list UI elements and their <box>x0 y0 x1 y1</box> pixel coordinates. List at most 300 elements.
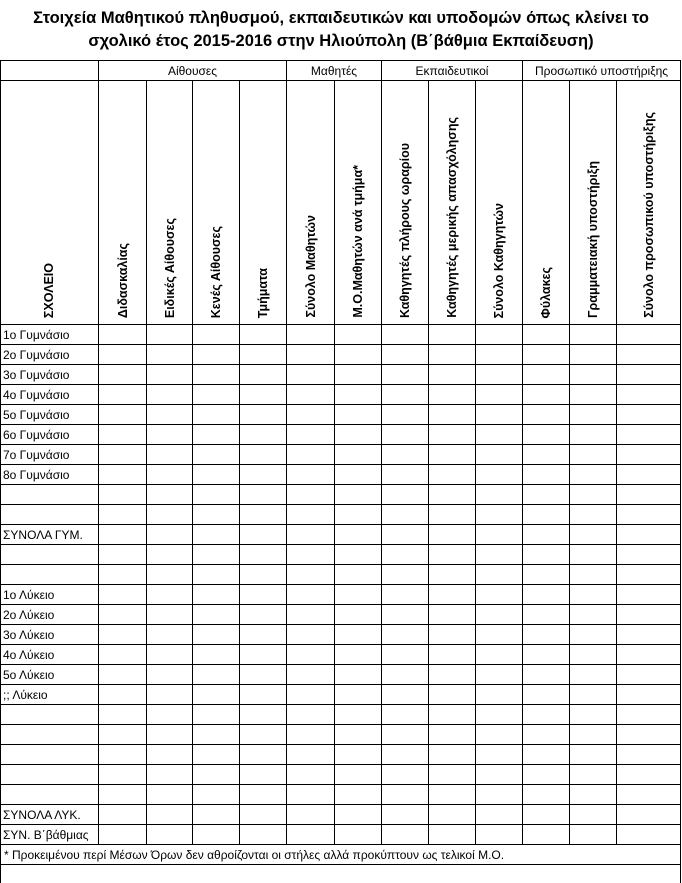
data-cell[interactable] <box>193 785 240 805</box>
data-cell[interactable] <box>476 465 523 485</box>
data-cell[interactable] <box>429 585 476 605</box>
data-cell[interactable] <box>617 765 681 785</box>
data-cell[interactable] <box>382 825 429 845</box>
data-cell[interactable] <box>287 345 335 365</box>
data-cell[interactable] <box>382 405 429 425</box>
data-cell[interactable] <box>99 605 147 625</box>
data-cell[interactable] <box>147 545 193 565</box>
data-cell[interactable] <box>335 545 382 565</box>
data-cell[interactable] <box>523 525 570 545</box>
data-cell[interactable] <box>617 825 681 845</box>
data-cell[interactable] <box>476 565 523 585</box>
data-cell[interactable] <box>335 725 382 745</box>
data-cell[interactable] <box>617 785 681 805</box>
data-cell[interactable] <box>193 765 240 785</box>
data-cell[interactable] <box>335 425 382 445</box>
data-cell[interactable] <box>287 745 335 765</box>
data-cell[interactable] <box>193 605 240 625</box>
data-cell[interactable] <box>570 725 617 745</box>
data-cell[interactable] <box>240 685 287 705</box>
data-cell[interactable] <box>240 745 287 765</box>
data-cell[interactable] <box>523 765 570 785</box>
data-cell[interactable] <box>335 605 382 625</box>
data-cell[interactable] <box>193 705 240 725</box>
data-cell[interactable] <box>287 365 335 385</box>
data-cell[interactable] <box>523 685 570 705</box>
data-cell[interactable] <box>99 765 147 785</box>
data-cell[interactable] <box>335 825 382 845</box>
data-cell[interactable] <box>382 645 429 665</box>
data-cell[interactable] <box>382 485 429 505</box>
data-cell[interactable] <box>287 445 335 465</box>
data-cell[interactable] <box>99 545 147 565</box>
data-cell[interactable] <box>476 385 523 405</box>
data-cell[interactable] <box>193 805 240 825</box>
data-cell[interactable] <box>193 505 240 525</box>
data-cell[interactable] <box>382 685 429 705</box>
data-cell[interactable] <box>287 765 335 785</box>
data-cell[interactable] <box>335 645 382 665</box>
data-cell[interactable] <box>429 605 476 625</box>
data-cell[interactable] <box>335 665 382 685</box>
data-cell[interactable] <box>193 465 240 485</box>
data-cell[interactable] <box>240 465 287 485</box>
data-cell[interactable] <box>382 425 429 445</box>
data-cell[interactable] <box>99 705 147 725</box>
data-cell[interactable] <box>335 485 382 505</box>
data-cell[interactable] <box>523 665 570 685</box>
data-cell[interactable] <box>476 325 523 345</box>
data-cell[interactable] <box>570 565 617 585</box>
data-cell[interactable] <box>335 505 382 525</box>
data-cell[interactable] <box>570 505 617 525</box>
data-cell[interactable] <box>570 805 617 825</box>
data-cell[interactable] <box>287 505 335 525</box>
data-cell[interactable] <box>617 725 681 745</box>
data-cell[interactable] <box>240 525 287 545</box>
data-cell[interactable] <box>335 405 382 425</box>
data-cell[interactable] <box>617 685 681 705</box>
data-cell[interactable] <box>335 525 382 545</box>
data-cell[interactable] <box>240 805 287 825</box>
data-cell[interactable] <box>476 425 523 445</box>
data-cell[interactable] <box>99 585 147 605</box>
data-cell[interactable] <box>240 325 287 345</box>
data-cell[interactable] <box>335 325 382 345</box>
data-cell[interactable] <box>570 485 617 505</box>
data-cell[interactable] <box>476 785 523 805</box>
data-cell[interactable] <box>147 525 193 545</box>
data-cell[interactable] <box>617 445 681 465</box>
data-cell[interactable] <box>617 625 681 645</box>
data-cell[interactable] <box>335 445 382 465</box>
data-cell[interactable] <box>193 625 240 645</box>
data-cell[interactable] <box>240 625 287 645</box>
data-cell[interactable] <box>287 465 335 485</box>
data-cell[interactable] <box>193 365 240 385</box>
data-cell[interactable] <box>382 465 429 485</box>
data-cell[interactable] <box>429 365 476 385</box>
data-cell[interactable] <box>382 725 429 745</box>
data-cell[interactable] <box>99 445 147 465</box>
data-cell[interactable] <box>287 665 335 685</box>
data-cell[interactable] <box>382 585 429 605</box>
data-cell[interactable] <box>523 385 570 405</box>
data-cell[interactable] <box>147 605 193 625</box>
data-cell[interactable] <box>429 785 476 805</box>
data-cell[interactable] <box>147 625 193 645</box>
data-cell[interactable] <box>617 405 681 425</box>
data-cell[interactable] <box>287 785 335 805</box>
data-cell[interactable] <box>476 625 523 645</box>
data-cell[interactable] <box>99 805 147 825</box>
data-cell[interactable] <box>240 405 287 425</box>
data-cell[interactable] <box>147 805 193 825</box>
data-cell[interactable] <box>617 525 681 545</box>
data-cell[interactable] <box>476 825 523 845</box>
data-cell[interactable] <box>240 485 287 505</box>
data-cell[interactable] <box>429 565 476 585</box>
data-cell[interactable] <box>335 385 382 405</box>
data-cell[interactable] <box>570 785 617 805</box>
data-cell[interactable] <box>523 505 570 525</box>
data-cell[interactable] <box>429 325 476 345</box>
data-cell[interactable] <box>240 545 287 565</box>
data-cell[interactable] <box>193 585 240 605</box>
data-cell[interactable] <box>617 645 681 665</box>
data-cell[interactable] <box>382 385 429 405</box>
data-cell[interactable] <box>240 585 287 605</box>
data-cell[interactable] <box>287 645 335 665</box>
data-cell[interactable] <box>523 545 570 565</box>
data-cell[interactable] <box>523 365 570 385</box>
data-cell[interactable] <box>240 425 287 445</box>
data-cell[interactable] <box>382 545 429 565</box>
data-cell[interactable] <box>523 465 570 485</box>
data-cell[interactable] <box>193 405 240 425</box>
data-cell[interactable] <box>147 585 193 605</box>
data-cell[interactable] <box>99 505 147 525</box>
data-cell[interactable] <box>617 665 681 685</box>
data-cell[interactable] <box>240 725 287 745</box>
data-cell[interactable] <box>99 625 147 645</box>
data-cell[interactable] <box>99 485 147 505</box>
data-cell[interactable] <box>429 345 476 365</box>
data-cell[interactable] <box>193 385 240 405</box>
data-cell[interactable] <box>476 605 523 625</box>
data-cell[interactable] <box>147 725 193 745</box>
data-cell[interactable] <box>382 705 429 725</box>
data-cell[interactable] <box>382 445 429 465</box>
data-cell[interactable] <box>523 345 570 365</box>
data-cell[interactable] <box>429 645 476 665</box>
data-cell[interactable] <box>147 465 193 485</box>
data-cell[interactable] <box>617 465 681 485</box>
data-cell[interactable] <box>193 525 240 545</box>
data-cell[interactable] <box>523 825 570 845</box>
data-cell[interactable] <box>335 685 382 705</box>
data-cell[interactable] <box>335 365 382 385</box>
data-cell[interactable] <box>99 665 147 685</box>
data-cell[interactable] <box>99 745 147 765</box>
data-cell[interactable] <box>476 765 523 785</box>
data-cell[interactable] <box>147 765 193 785</box>
data-cell[interactable] <box>99 785 147 805</box>
data-cell[interactable] <box>240 445 287 465</box>
data-cell[interactable] <box>382 605 429 625</box>
data-cell[interactable] <box>570 745 617 765</box>
data-cell[interactable] <box>570 345 617 365</box>
data-cell[interactable] <box>570 625 617 645</box>
data-cell[interactable] <box>570 365 617 385</box>
data-cell[interactable] <box>523 485 570 505</box>
data-cell[interactable] <box>193 745 240 765</box>
data-cell[interactable] <box>99 825 147 845</box>
data-cell[interactable] <box>617 585 681 605</box>
data-cell[interactable] <box>570 405 617 425</box>
data-cell[interactable] <box>99 725 147 745</box>
data-cell[interactable] <box>429 445 476 465</box>
data-cell[interactable] <box>99 425 147 445</box>
data-cell[interactable] <box>429 685 476 705</box>
data-cell[interactable] <box>429 485 476 505</box>
data-cell[interactable] <box>429 465 476 485</box>
data-cell[interactable] <box>99 645 147 665</box>
data-cell[interactable] <box>570 765 617 785</box>
data-cell[interactable] <box>287 585 335 605</box>
data-cell[interactable] <box>335 465 382 485</box>
data-cell[interactable] <box>476 805 523 825</box>
data-cell[interactable] <box>523 745 570 765</box>
data-cell[interactable] <box>193 345 240 365</box>
data-cell[interactable] <box>240 385 287 405</box>
data-cell[interactable] <box>523 805 570 825</box>
data-cell[interactable] <box>617 385 681 405</box>
data-cell[interactable] <box>147 325 193 345</box>
data-cell[interactable] <box>240 345 287 365</box>
data-cell[interactable] <box>476 485 523 505</box>
data-cell[interactable] <box>99 405 147 425</box>
data-cell[interactable] <box>147 385 193 405</box>
data-cell[interactable] <box>476 685 523 705</box>
data-cell[interactable] <box>240 665 287 685</box>
data-cell[interactable] <box>99 365 147 385</box>
data-cell[interactable] <box>147 685 193 705</box>
data-cell[interactable] <box>193 825 240 845</box>
data-cell[interactable] <box>476 745 523 765</box>
data-cell[interactable] <box>193 665 240 685</box>
data-cell[interactable] <box>147 345 193 365</box>
data-cell[interactable] <box>617 345 681 365</box>
data-cell[interactable] <box>147 785 193 805</box>
data-cell[interactable] <box>382 745 429 765</box>
data-cell[interactable] <box>476 505 523 525</box>
data-cell[interactable] <box>240 645 287 665</box>
data-cell[interactable] <box>382 505 429 525</box>
data-cell[interactable] <box>617 485 681 505</box>
data-cell[interactable] <box>523 445 570 465</box>
data-cell[interactable] <box>193 425 240 445</box>
data-cell[interactable] <box>287 485 335 505</box>
data-cell[interactable] <box>147 445 193 465</box>
data-cell[interactable] <box>287 605 335 625</box>
data-cell[interactable] <box>476 725 523 745</box>
data-cell[interactable] <box>287 325 335 345</box>
data-cell[interactable] <box>147 665 193 685</box>
data-cell[interactable] <box>382 565 429 585</box>
data-cell[interactable] <box>429 665 476 685</box>
data-cell[interactable] <box>570 445 617 465</box>
data-cell[interactable] <box>335 805 382 825</box>
data-cell[interactable] <box>99 345 147 365</box>
data-cell[interactable] <box>240 785 287 805</box>
data-cell[interactable] <box>523 605 570 625</box>
data-cell[interactable] <box>382 325 429 345</box>
data-cell[interactable] <box>617 805 681 825</box>
data-cell[interactable] <box>382 345 429 365</box>
data-cell[interactable] <box>476 405 523 425</box>
data-cell[interactable] <box>429 805 476 825</box>
data-cell[interactable] <box>617 325 681 345</box>
data-cell[interactable] <box>476 525 523 545</box>
data-cell[interactable] <box>382 785 429 805</box>
data-cell[interactable] <box>335 705 382 725</box>
data-cell[interactable] <box>147 645 193 665</box>
data-cell[interactable] <box>429 505 476 525</box>
data-cell[interactable] <box>476 665 523 685</box>
data-cell[interactable] <box>335 765 382 785</box>
data-cell[interactable] <box>287 705 335 725</box>
data-cell[interactable] <box>335 345 382 365</box>
data-cell[interactable] <box>570 825 617 845</box>
data-cell[interactable] <box>570 585 617 605</box>
data-cell[interactable] <box>617 545 681 565</box>
data-cell[interactable] <box>523 425 570 445</box>
data-cell[interactable] <box>287 825 335 845</box>
data-cell[interactable] <box>429 625 476 645</box>
data-cell[interactable] <box>287 805 335 825</box>
data-cell[interactable] <box>523 785 570 805</box>
data-cell[interactable] <box>335 745 382 765</box>
data-cell[interactable] <box>429 765 476 785</box>
data-cell[interactable] <box>570 425 617 445</box>
data-cell[interactable] <box>570 545 617 565</box>
data-cell[interactable] <box>193 545 240 565</box>
data-cell[interactable] <box>287 405 335 425</box>
data-cell[interactable] <box>335 625 382 645</box>
data-cell[interactable] <box>617 365 681 385</box>
data-cell[interactable] <box>429 405 476 425</box>
data-cell[interactable] <box>570 645 617 665</box>
data-cell[interactable] <box>617 425 681 445</box>
data-cell[interactable] <box>287 565 335 585</box>
data-cell[interactable] <box>147 705 193 725</box>
data-cell[interactable] <box>99 465 147 485</box>
data-cell[interactable] <box>193 445 240 465</box>
data-cell[interactable] <box>287 625 335 645</box>
data-cell[interactable] <box>617 505 681 525</box>
data-cell[interactable] <box>570 385 617 405</box>
data-cell[interactable] <box>429 525 476 545</box>
data-cell[interactable] <box>335 785 382 805</box>
data-cell[interactable] <box>523 585 570 605</box>
data-cell[interactable] <box>523 565 570 585</box>
data-cell[interactable] <box>240 825 287 845</box>
data-cell[interactable] <box>617 705 681 725</box>
data-cell[interactable] <box>193 325 240 345</box>
data-cell[interactable] <box>240 605 287 625</box>
data-cell[interactable] <box>382 805 429 825</box>
data-cell[interactable] <box>287 385 335 405</box>
data-cell[interactable] <box>99 525 147 545</box>
data-cell[interactable] <box>240 565 287 585</box>
data-cell[interactable] <box>382 625 429 645</box>
data-cell[interactable] <box>570 465 617 485</box>
data-cell[interactable] <box>287 425 335 445</box>
data-cell[interactable] <box>193 685 240 705</box>
data-cell[interactable] <box>99 685 147 705</box>
data-cell[interactable] <box>476 705 523 725</box>
data-cell[interactable] <box>523 645 570 665</box>
data-cell[interactable] <box>617 605 681 625</box>
data-cell[interactable] <box>476 345 523 365</box>
data-cell[interactable] <box>476 445 523 465</box>
data-cell[interactable] <box>335 585 382 605</box>
data-cell[interactable] <box>523 405 570 425</box>
data-cell[interactable] <box>476 645 523 665</box>
data-cell[interactable] <box>240 505 287 525</box>
data-cell[interactable] <box>147 565 193 585</box>
data-cell[interactable] <box>523 625 570 645</box>
data-cell[interactable] <box>335 565 382 585</box>
data-cell[interactable] <box>147 745 193 765</box>
data-cell[interactable] <box>193 485 240 505</box>
data-cell[interactable] <box>570 525 617 545</box>
data-cell[interactable] <box>193 645 240 665</box>
data-cell[interactable] <box>147 825 193 845</box>
data-cell[interactable] <box>147 365 193 385</box>
data-cell[interactable] <box>287 725 335 745</box>
data-cell[interactable] <box>429 545 476 565</box>
data-cell[interactable] <box>382 765 429 785</box>
data-cell[interactable] <box>382 365 429 385</box>
data-cell[interactable] <box>523 325 570 345</box>
data-cell[interactable] <box>287 525 335 545</box>
data-cell[interactable] <box>523 705 570 725</box>
data-cell[interactable] <box>570 605 617 625</box>
data-cell[interactable] <box>429 825 476 845</box>
data-cell[interactable] <box>193 565 240 585</box>
data-cell[interactable] <box>617 565 681 585</box>
data-cell[interactable] <box>287 685 335 705</box>
data-cell[interactable] <box>570 325 617 345</box>
data-cell[interactable] <box>476 585 523 605</box>
data-cell[interactable] <box>617 745 681 765</box>
data-cell[interactable] <box>429 425 476 445</box>
data-cell[interactable] <box>240 765 287 785</box>
data-cell[interactable] <box>429 745 476 765</box>
data-cell[interactable] <box>147 485 193 505</box>
data-cell[interactable] <box>147 505 193 525</box>
data-cell[interactable] <box>382 665 429 685</box>
data-cell[interactable] <box>429 725 476 745</box>
data-cell[interactable] <box>476 545 523 565</box>
data-cell[interactable] <box>99 385 147 405</box>
data-cell[interactable] <box>429 385 476 405</box>
data-cell[interactable] <box>147 425 193 445</box>
data-cell[interactable] <box>570 685 617 705</box>
data-cell[interactable] <box>570 705 617 725</box>
